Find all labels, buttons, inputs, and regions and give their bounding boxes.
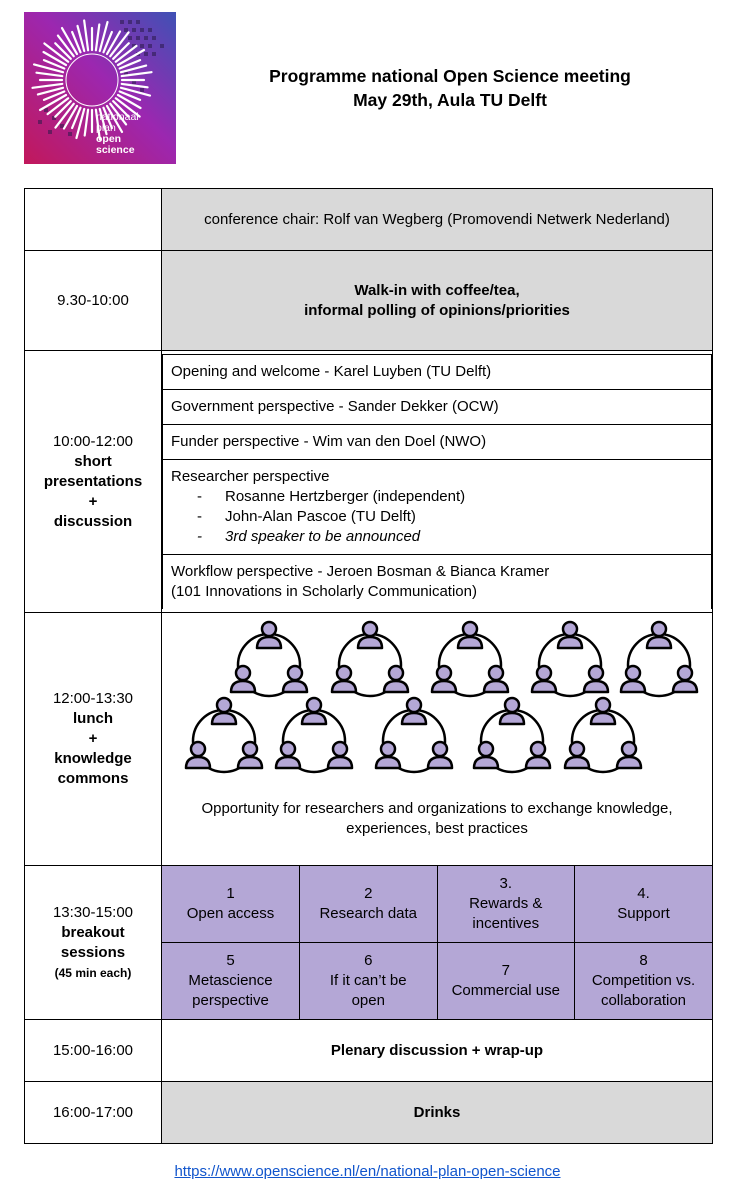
empty-time-cell <box>25 189 162 251</box>
presentation-government: Government perspective - Sander Dekker (OCW) <box>163 390 712 425</box>
walkin-row <box>25 251 713 351</box>
session-title: Competition vs. <box>591 972 696 989</box>
session-title-2: incentives <box>472 915 540 932</box>
session-7 <box>437 943 575 1020</box>
presentations-label-1: short <box>74 452 112 470</box>
chair-row <box>25 189 713 251</box>
person-icon <box>532 666 556 692</box>
discussion-group-icon <box>565 698 641 772</box>
person-icon <box>432 666 456 692</box>
page-title <box>200 64 700 112</box>
breakout-time: 13:30-15:00 <box>52 903 134 921</box>
person-icon <box>617 742 641 768</box>
presentations-list <box>162 354 712 609</box>
logo-line-1: nationaal <box>96 111 139 123</box>
walkin-cell <box>162 251 713 351</box>
presentation-funder: Funder perspective - Wim van den Doel (NWO) <box>163 425 712 460</box>
discussion-group-icon <box>376 698 452 772</box>
presentation-workflow <box>163 555 712 610</box>
lunch-cell <box>162 613 713 866</box>
discussion-group-icon <box>474 698 550 772</box>
logo-line-4: science <box>96 144 135 156</box>
title-line-1: Programme national Open Science meeting <box>269 66 631 86</box>
person-icon <box>565 742 589 768</box>
walkin-line-1: Walk-in with coffee/tea, <box>354 281 520 299</box>
presentations-label-2: presentations <box>43 472 143 490</box>
workflow-line-2: (101 Innovations in Scholarly Communication) <box>171 583 477 600</box>
session-number: 2 <box>364 885 373 902</box>
session-title: Commercial use <box>451 982 560 999</box>
drinks-cell: Drinks <box>162 1082 713 1144</box>
session-4 <box>575 866 713 943</box>
discussion-group-icon <box>186 698 262 772</box>
session-8 <box>575 943 713 1020</box>
session-title-2: open <box>351 992 385 1009</box>
lunch-row <box>25 613 713 866</box>
plenary-row <box>25 1020 713 1082</box>
session-number: 6 <box>364 952 373 969</box>
workflow-line-1: Workflow perspective - Jeroen Bosman & Bianca Kramer <box>171 563 550 580</box>
open-science-link[interactable]: https://www.openscience.nl/en/national-plan-open-science <box>174 1163 561 1180</box>
person-icon <box>186 742 210 768</box>
presentations-label-4: discussion <box>53 512 133 530</box>
researcher-item: - Rosanne Hertzberger (independent) <box>197 487 703 507</box>
session-title-2: collaboration <box>600 992 687 1009</box>
session-3 <box>437 866 575 943</box>
breakout-time-cell <box>25 866 162 1020</box>
person-icon <box>526 742 550 768</box>
session-title: Rewards & <box>469 895 543 912</box>
person-icon <box>283 666 307 692</box>
programme-table <box>24 188 713 1144</box>
person-icon <box>428 742 452 768</box>
session-number: 4. <box>637 885 650 902</box>
presentation-researcher <box>163 460 712 555</box>
person-icon <box>474 742 498 768</box>
presentations-list-cell <box>162 351 713 613</box>
discussion-group-icon <box>332 622 408 696</box>
session-title-2: perspective <box>192 992 269 1009</box>
session-2 <box>300 866 438 943</box>
discussion-group-icon <box>532 622 608 696</box>
person-icon <box>621 666 645 692</box>
researcher-item: - John-Alan Pascoe (TU Delft) <box>197 507 703 527</box>
breakout-row <box>25 866 713 1020</box>
presentations-label-3: + <box>88 492 98 510</box>
session-title: Support <box>617 905 670 922</box>
researcher-list <box>171 487 703 547</box>
presentation-opening: Opening and welcome - Karel Luyben (TU Delft) <box>163 355 712 390</box>
person-icon <box>673 666 697 692</box>
session-title: Research data <box>319 905 418 922</box>
session-number: 3. <box>499 875 512 892</box>
person-icon <box>384 666 408 692</box>
lunch-label-2: + <box>88 730 98 747</box>
drinks-row <box>25 1082 713 1144</box>
lunch-line-2: experiences, best practices <box>346 820 528 837</box>
person-icon <box>584 666 608 692</box>
breakout-sessions-grid <box>162 866 712 1019</box>
person-icon <box>231 666 255 692</box>
session-title: If it can’t be <box>329 972 407 989</box>
lunch-label-1: lunch <box>73 710 113 727</box>
person-icon <box>238 742 262 768</box>
session-title: Open access <box>186 905 275 922</box>
logo-text <box>96 112 139 156</box>
drinks-time: 16:00-17:00 <box>25 1082 162 1144</box>
presentations-time: 10:00-12:00 <box>52 432 134 450</box>
logo-line-2: plan <box>96 122 116 134</box>
logo-line-3: open <box>96 133 122 145</box>
session-number: 1 <box>226 885 235 902</box>
breakout-label-3: (45 min each) <box>54 965 132 980</box>
lunch-time: 12:00-13:30 <box>52 690 134 707</box>
discussion-group-icon <box>276 698 352 772</box>
lunch-time-cell <box>25 613 162 866</box>
person-icon <box>484 666 508 692</box>
session-number: 8 <box>639 952 648 969</box>
researcher-item: - 3rd speaker to be announced <box>197 527 703 547</box>
discussion-group-icon <box>231 622 307 696</box>
breakout-label-2: sessions <box>60 943 126 961</box>
discussion-group-icon <box>432 622 508 696</box>
breakout-label-1: breakout <box>61 923 125 941</box>
walkin-time: 9.30-10:00 <box>25 251 162 351</box>
session-number: 5 <box>226 952 235 969</box>
lunch-line-1: Opportunity for researchers and organizations to exchange knowledge, <box>201 800 673 817</box>
plenary-time: 15:00-16:00 <box>25 1020 162 1082</box>
discussion-group-icon <box>621 622 697 696</box>
nationaal-plan-open-science-logo <box>24 12 176 164</box>
presentations-row <box>25 351 713 613</box>
session-title: Metascience <box>188 972 273 989</box>
person-icon <box>376 742 400 768</box>
person-icon <box>328 742 352 768</box>
chair-cell: conference chair: Rolf van Wegberg (Promovendi Netwerk Nederland) <box>162 189 713 251</box>
session-1 <box>162 866 300 943</box>
title-line-2: May 29th, Aula TU Delft <box>353 90 547 110</box>
lunch-label-4: commons <box>57 770 129 787</box>
person-icon <box>276 742 300 768</box>
session-6 <box>300 943 438 1020</box>
discussion-groups-illustration <box>163 613 711 793</box>
lunch-label-3: knowledge <box>54 750 132 767</box>
session-number: 7 <box>501 962 510 979</box>
person-icon <box>332 666 356 692</box>
session-5 <box>162 943 300 1020</box>
walkin-line-2: informal polling of opinions/priorities <box>304 301 570 319</box>
plenary-cell: Plenary discussion + wrap-up <box>162 1020 713 1082</box>
researcher-title: Researcher perspective <box>171 468 330 485</box>
breakout-sessions-cell <box>162 866 713 1020</box>
presentations-time-cell <box>25 351 162 613</box>
